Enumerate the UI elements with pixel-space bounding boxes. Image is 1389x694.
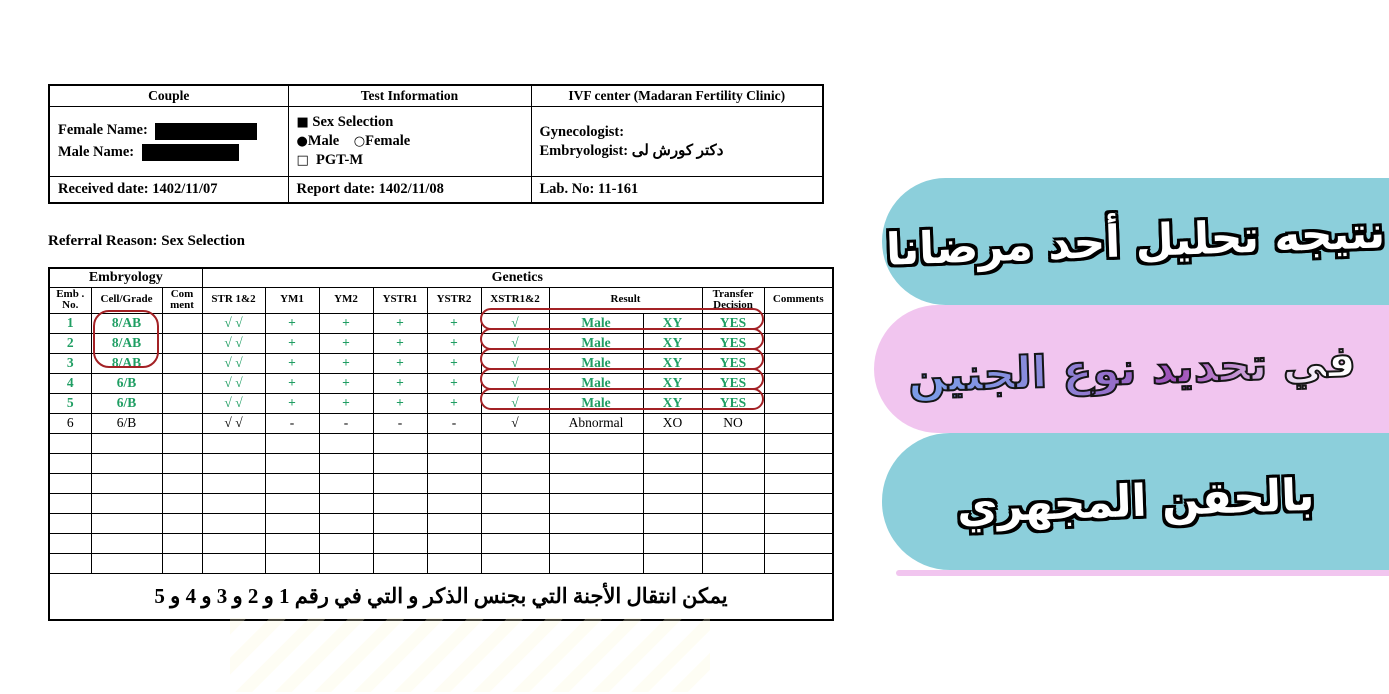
empty-row — [49, 473, 833, 493]
cell-comments — [764, 353, 833, 373]
test-information-header: Test Information — [288, 85, 531, 107]
embryo-row-4 — [49, 373, 833, 393]
cell-grade: 8/AB — [91, 333, 162, 353]
male-name-redaction — [142, 144, 239, 161]
cell-ym2: + — [319, 313, 373, 333]
clinicians-cell — [531, 107, 823, 177]
cell-grade: 6/B — [91, 413, 162, 433]
cell-ystr1: + — [373, 333, 427, 353]
cell-transfer: YES — [702, 333, 764, 353]
cell-comments — [764, 393, 833, 413]
cell-ystr1: + — [373, 313, 427, 333]
banner-icsi-text: بالحقن المجهري — [956, 469, 1315, 534]
cell-ystr2: + — [427, 353, 481, 373]
cell-ystr1: + — [373, 353, 427, 373]
pgtm-label: PGT-M — [316, 152, 364, 168]
col-header-ym1: YM1 — [265, 287, 319, 313]
cell-result: Male — [549, 333, 643, 353]
cell-xstr12: √ — [481, 333, 549, 353]
cell-grade: 6/B — [91, 373, 162, 393]
cell-karyotype: XY — [643, 373, 702, 393]
embryo-row-2 — [49, 333, 833, 353]
cell-ystr2: + — [427, 313, 481, 333]
female-name-redaction — [155, 123, 257, 140]
col-header-ystr1: YSTR1 — [373, 287, 427, 313]
cell-karyotype: XY — [643, 313, 702, 333]
cell-str12: √ √ — [202, 333, 265, 353]
empty-row — [49, 453, 833, 473]
cell-comment — [162, 353, 202, 373]
embryo-row-5 — [49, 393, 833, 413]
cell-comments — [764, 313, 833, 333]
embryo-row-1 — [49, 313, 833, 333]
cell-ystr2: + — [427, 393, 481, 413]
cell-ym1: + — [265, 313, 319, 333]
cell-str12: √ √ — [202, 313, 265, 333]
cell-emb-no: 5 — [49, 393, 91, 413]
cell-str12: √ √ — [202, 373, 265, 393]
banner-icsi — [882, 433, 1389, 570]
ivf-center-header: IVF center (Madaran Fertility Clinic) — [531, 85, 823, 107]
cell-xstr12: √ — [481, 373, 549, 393]
cell-result: Male — [549, 393, 643, 413]
cell-karyotype: XY — [643, 393, 702, 413]
cell-comments — [764, 333, 833, 353]
embryo-row-6 — [49, 413, 833, 433]
cell-xstr12: √ — [481, 313, 549, 333]
col-header-ym2: YM2 — [319, 287, 373, 313]
col-header-str12: STR 1&2 — [202, 287, 265, 313]
banner-analysis-result-text: نتيجه تحليل أحد مرضانا — [885, 207, 1386, 276]
male-radio-on-icon: ● — [296, 134, 308, 149]
cell-str12: √ √ — [202, 413, 265, 433]
cell-ystr1: + — [373, 393, 427, 413]
cell-comment — [162, 333, 202, 353]
cell-ystr1: + — [373, 373, 427, 393]
cell-ystr1: - — [373, 413, 427, 433]
cell-ym1: + — [265, 393, 319, 413]
watermark — [230, 618, 710, 692]
cell-str12: √ √ — [202, 353, 265, 373]
cell-transfer: YES — [702, 393, 764, 413]
banner-embryo-sex-determination — [874, 305, 1389, 433]
cell-emb-no: 6 — [49, 413, 91, 433]
cell-karyotype: XY — [643, 353, 702, 373]
cell-grade: 6/B — [91, 393, 162, 413]
cell-xstr12: √ — [481, 353, 549, 373]
cell-transfer: NO — [702, 413, 764, 433]
cell-ym2: + — [319, 353, 373, 373]
cell-ym1: + — [265, 333, 319, 353]
results-table — [48, 267, 834, 621]
cell-karyotype: XO — [643, 413, 702, 433]
couple-header: Couple — [49, 85, 288, 107]
col-header-ystr2: YSTR2 — [427, 287, 481, 313]
cell-comment — [162, 313, 202, 333]
group-header-genetics: Genetics — [202, 268, 833, 287]
cell-comment — [162, 413, 202, 433]
cell-xstr12: √ — [481, 413, 549, 433]
received-date: Received date: 1402/11/07 — [49, 177, 288, 203]
col-header-xstr12: XSTR1&2 — [481, 287, 549, 313]
cell-ym1: + — [265, 373, 319, 393]
cell-comment — [162, 393, 202, 413]
cell-comments — [764, 373, 833, 393]
gynecologist-label: Gynecologist: — [539, 123, 625, 140]
cell-grade: 8/AB — [91, 313, 162, 333]
female-name-label: Female Name: — [58, 122, 148, 139]
cell-transfer: YES — [702, 373, 764, 393]
banner-analysis-result — [882, 178, 1389, 305]
banner-embryo-sex-determination-text: في تحديد نوع الجنين — [906, 335, 1357, 403]
cell-emb-no: 2 — [49, 333, 91, 353]
cell-emb-no: 4 — [49, 373, 91, 393]
empty-row — [49, 493, 833, 513]
embryologist-name: دکتر کورش لی — [631, 142, 724, 159]
couple-names-cell — [49, 107, 288, 177]
col-header-transfer: Transfer Decision — [702, 287, 764, 313]
col-header-comments: Comments — [764, 287, 833, 313]
male-option-label: Male — [307, 133, 340, 149]
empty-row — [49, 533, 833, 553]
cell-result: Male — [549, 373, 643, 393]
male-name-label: Male Name: — [58, 143, 135, 160]
cell-result: Male — [549, 353, 643, 373]
referral-reason: Referral Reason: Sex Selection — [48, 233, 246, 249]
col-header-cell-grade: Cell/Grade — [91, 287, 162, 313]
banner-pink-edge — [896, 570, 1389, 576]
cell-result: Abnormal — [549, 413, 643, 433]
cell-ym2: + — [319, 373, 373, 393]
sex-selection-label: Sex Selection — [312, 114, 394, 130]
lab-number: Lab. No: 11-161 — [531, 177, 823, 203]
cell-transfer: YES — [702, 353, 764, 373]
transfer-note: يمكن انتقال الأجنة التي بجنس الذكر و التي في رقم 1 و 2 و 3 و 4 و 5 — [49, 573, 833, 620]
cell-str12: √ √ — [202, 393, 265, 413]
female-option-label: Female — [365, 133, 411, 149]
female-radio-off-icon: ○ — [353, 134, 366, 149]
cell-comment — [162, 373, 202, 393]
cell-emb-no: 3 — [49, 353, 91, 373]
pgtm-checkbox-empty-icon: □ — [296, 153, 309, 168]
cell-ym1: + — [265, 353, 319, 373]
embryo-row-3 — [49, 353, 833, 373]
col-header-comment: Com ment — [162, 287, 202, 313]
info-table — [48, 84, 824, 204]
cell-ystr2: - — [427, 413, 481, 433]
cell-result: Male — [549, 313, 643, 333]
cell-ystr2: + — [427, 373, 481, 393]
cell-grade: 8/AB — [91, 353, 162, 373]
cell-ym1: - — [265, 413, 319, 433]
cell-ystr2: + — [427, 333, 481, 353]
report-date: Report date: 1402/11/08 — [288, 177, 531, 203]
cell-karyotype: XY — [643, 333, 702, 353]
empty-row — [49, 553, 833, 573]
empty-row — [49, 513, 833, 533]
results-table-wrapper — [48, 267, 832, 621]
cell-ym2: + — [319, 333, 373, 353]
embryologist-label: Embryologist: — [539, 142, 629, 159]
group-header-embryology: Embryology — [49, 268, 202, 287]
cell-ym2: - — [319, 413, 373, 433]
sex-selection-checkbox-checked-icon: ■ — [296, 115, 309, 130]
col-header-result: Result — [549, 287, 702, 313]
cell-ym2: + — [319, 393, 373, 413]
col-header-emb-no: Emb . No. — [49, 287, 91, 313]
cell-transfer: YES — [702, 313, 764, 333]
cell-emb-no: 1 — [49, 313, 91, 333]
empty-row — [49, 433, 833, 453]
cell-xstr12: √ — [481, 393, 549, 413]
test-options-cell — [288, 107, 531, 177]
cell-comments — [764, 413, 833, 433]
